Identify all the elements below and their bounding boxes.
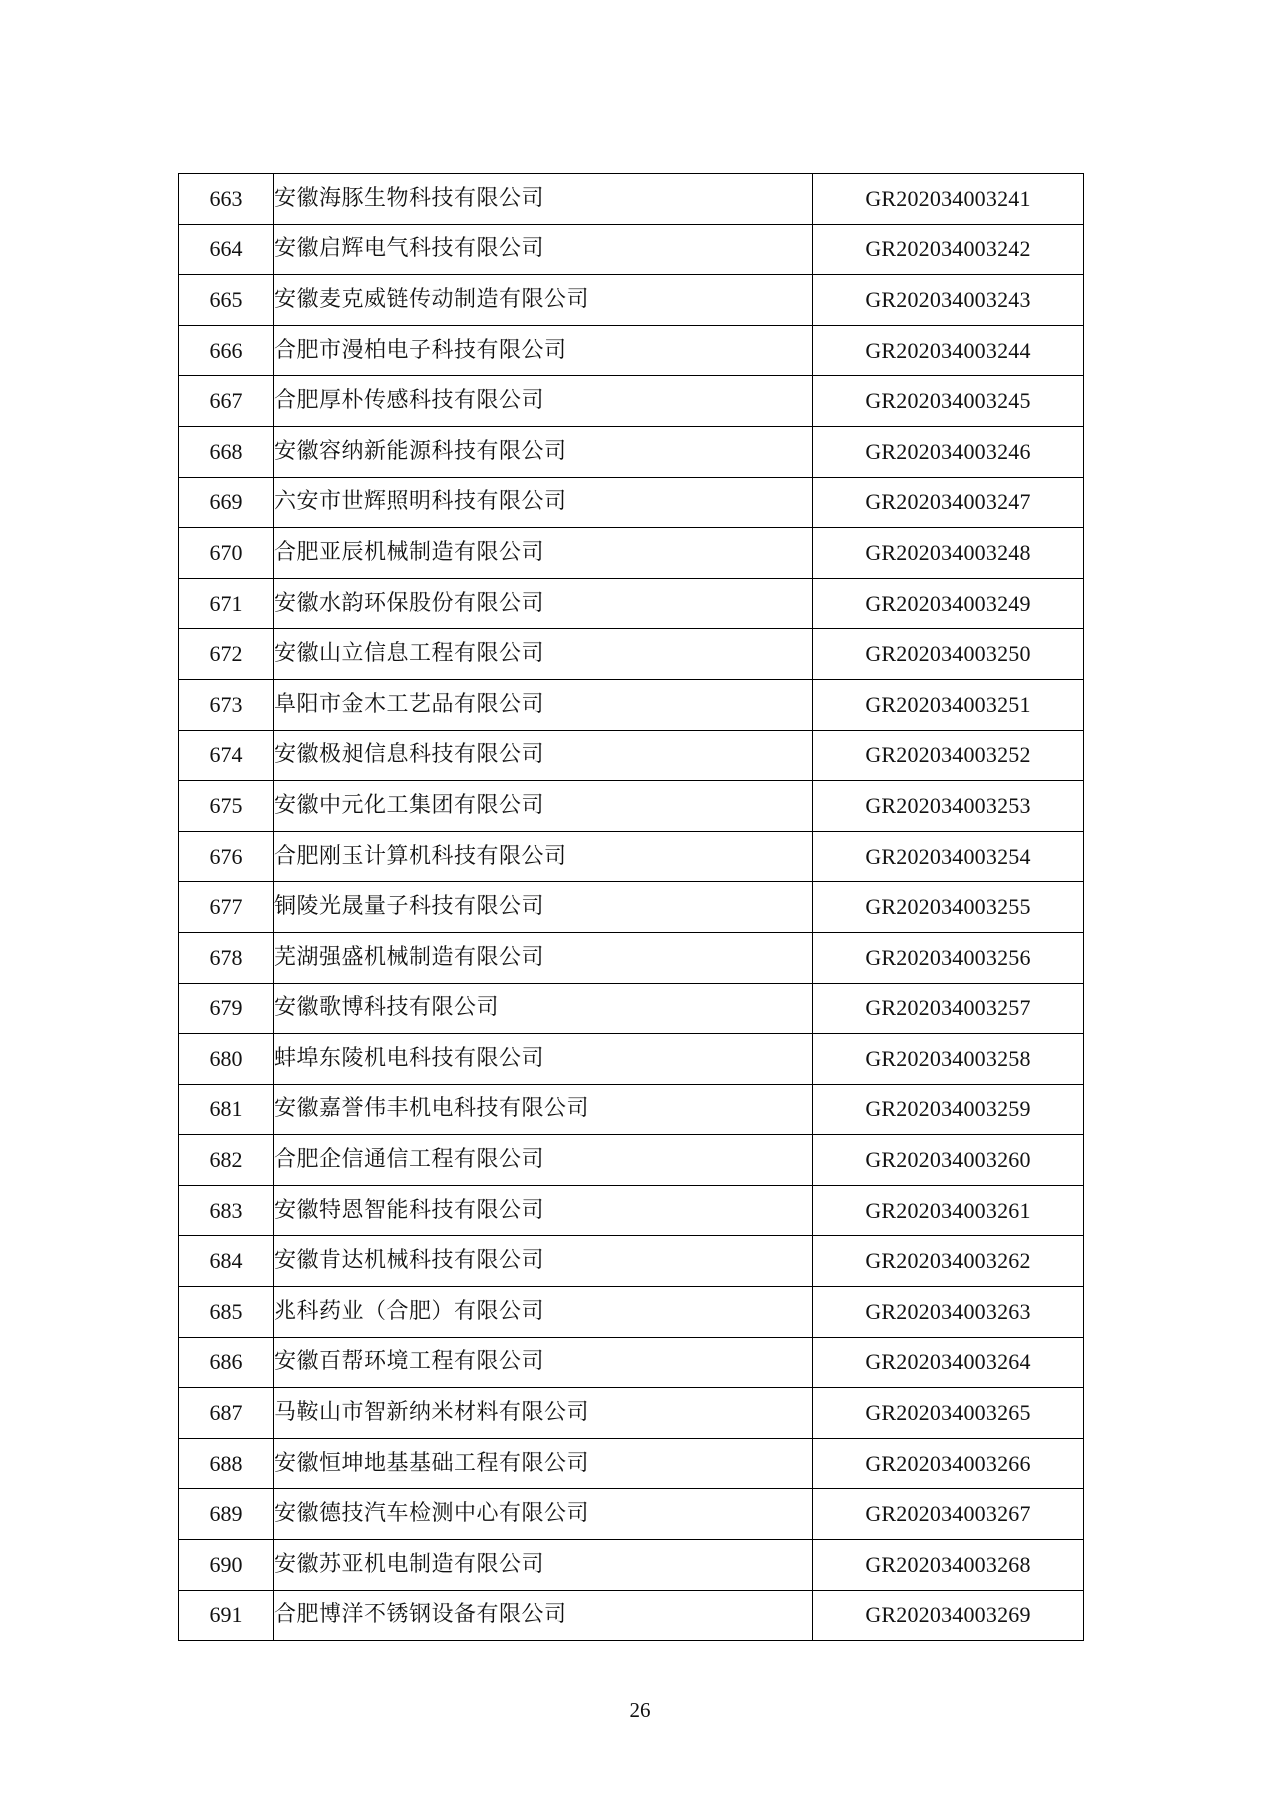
row-number: 671 — [179, 578, 274, 629]
company-name: 安徽歌博科技有限公司 — [274, 983, 813, 1034]
table-row — [179, 1236, 1084, 1287]
row-number: 668 — [179, 426, 274, 477]
row-number: 669 — [179, 477, 274, 528]
row-number: 684 — [179, 1236, 274, 1287]
certificate-code: GR202034003255 — [813, 882, 1084, 933]
table-row — [179, 1438, 1084, 1489]
table-row — [179, 1337, 1084, 1388]
row-number: 681 — [179, 1084, 274, 1135]
table-row — [179, 983, 1084, 1034]
company-name: 蚌埠东陵机电科技有限公司 — [274, 1034, 813, 1085]
company-name: 合肥亚辰机械制造有限公司 — [274, 528, 813, 579]
row-number: 691 — [179, 1590, 274, 1641]
table-row — [179, 679, 1084, 730]
company-name: 合肥刚玉计算机科技有限公司 — [274, 831, 813, 882]
certificate-code: GR202034003246 — [813, 426, 1084, 477]
company-name: 安徽中元化工集团有限公司 — [274, 781, 813, 832]
certificate-code: GR202034003259 — [813, 1084, 1084, 1135]
table-row — [179, 1590, 1084, 1641]
table-row — [179, 932, 1084, 983]
company-name: 安徽苏亚机电制造有限公司 — [274, 1540, 813, 1591]
row-number: 670 — [179, 528, 274, 579]
certificate-code: GR202034003243 — [813, 275, 1084, 326]
table-row — [179, 1489, 1084, 1540]
row-number: 690 — [179, 1540, 274, 1591]
table-row — [179, 224, 1084, 275]
company-name: 安徽嘉誉伟丰机电科技有限公司 — [274, 1084, 813, 1135]
certificate-code: GR202034003258 — [813, 1034, 1084, 1085]
table-row — [179, 376, 1084, 427]
certificate-code: GR202034003268 — [813, 1540, 1084, 1591]
row-number: 687 — [179, 1388, 274, 1439]
certificate-code: GR202034003261 — [813, 1185, 1084, 1236]
company-name: 合肥市漫柏电子科技有限公司 — [274, 325, 813, 376]
row-number: 688 — [179, 1438, 274, 1489]
row-number: 663 — [179, 174, 274, 225]
row-number: 667 — [179, 376, 274, 427]
table-row — [179, 528, 1084, 579]
certificate-code: GR202034003267 — [813, 1489, 1084, 1540]
certificate-code: GR202034003256 — [813, 932, 1084, 983]
company-name: 六安市世辉照明科技有限公司 — [274, 477, 813, 528]
table-row — [179, 1388, 1084, 1439]
company-name: 安徽恒坤地基基础工程有限公司 — [274, 1438, 813, 1489]
company-name: 安徽容纳新能源科技有限公司 — [274, 426, 813, 477]
table-row — [179, 1034, 1084, 1085]
row-number: 664 — [179, 224, 274, 275]
company-name: 合肥企信通信工程有限公司 — [274, 1135, 813, 1186]
table-row — [179, 730, 1084, 781]
table-row — [179, 882, 1084, 933]
table-row — [179, 1540, 1084, 1591]
table-row — [179, 629, 1084, 680]
table-row — [179, 275, 1084, 326]
table-row — [179, 174, 1084, 225]
company-name: 安徽启辉电气科技有限公司 — [274, 224, 813, 275]
company-name: 铜陵光晟量子科技有限公司 — [274, 882, 813, 933]
row-number: 672 — [179, 629, 274, 680]
row-number: 683 — [179, 1185, 274, 1236]
row-number: 689 — [179, 1489, 274, 1540]
company-name: 合肥厚朴传感科技有限公司 — [274, 376, 813, 427]
certificate-code: GR202034003247 — [813, 477, 1084, 528]
company-name: 安徽德技汽车检测中心有限公司 — [274, 1489, 813, 1540]
company-name: 安徽水韵环保股份有限公司 — [274, 578, 813, 629]
certificate-code: GR202034003249 — [813, 578, 1084, 629]
table-row — [179, 1135, 1084, 1186]
certificate-code: GR202034003245 — [813, 376, 1084, 427]
table-row — [179, 325, 1084, 376]
company-table-body — [179, 174, 1084, 1641]
company-name: 安徽海豚生物科技有限公司 — [274, 174, 813, 225]
company-name: 安徽极昶信息科技有限公司 — [274, 730, 813, 781]
company-table — [178, 173, 1084, 1641]
table-row — [179, 1084, 1084, 1135]
company-name: 阜阳市金木工艺品有限公司 — [274, 679, 813, 730]
company-name: 安徽特恩智能科技有限公司 — [274, 1185, 813, 1236]
row-number: 686 — [179, 1337, 274, 1388]
certificate-code: GR202034003264 — [813, 1337, 1084, 1388]
certificate-code: GR202034003263 — [813, 1287, 1084, 1338]
certificate-code: GR202034003260 — [813, 1135, 1084, 1186]
row-number: 665 — [179, 275, 274, 326]
row-number: 685 — [179, 1287, 274, 1338]
row-number: 666 — [179, 325, 274, 376]
certificate-code: GR202034003248 — [813, 528, 1084, 579]
certificate-code: GR202034003250 — [813, 629, 1084, 680]
certificate-code: GR202034003262 — [813, 1236, 1084, 1287]
certificate-code: GR202034003242 — [813, 224, 1084, 275]
certificate-code: GR202034003253 — [813, 781, 1084, 832]
row-number: 682 — [179, 1135, 274, 1186]
row-number: 675 — [179, 781, 274, 832]
table-row — [179, 781, 1084, 832]
table-row — [179, 1287, 1084, 1338]
table-row — [179, 426, 1084, 477]
table-row — [179, 1185, 1084, 1236]
row-number: 676 — [179, 831, 274, 882]
row-number: 677 — [179, 882, 274, 933]
table-row — [179, 578, 1084, 629]
certificate-code: GR202034003244 — [813, 325, 1084, 376]
certificate-code: GR202034003265 — [813, 1388, 1084, 1439]
certificate-code: GR202034003254 — [813, 831, 1084, 882]
certificate-code: GR202034003251 — [813, 679, 1084, 730]
row-number: 680 — [179, 1034, 274, 1085]
certificate-code: GR202034003252 — [813, 730, 1084, 781]
company-name: 芜湖强盛机械制造有限公司 — [274, 932, 813, 983]
company-name: 安徽百帮环境工程有限公司 — [274, 1337, 813, 1388]
certificate-code: GR202034003257 — [813, 983, 1084, 1034]
company-name: 安徽麦克威链传动制造有限公司 — [274, 275, 813, 326]
certificate-code: GR202034003241 — [813, 174, 1084, 225]
company-name: 安徽山立信息工程有限公司 — [274, 629, 813, 680]
company-name: 合肥博洋不锈钢设备有限公司 — [274, 1590, 813, 1641]
page-number: 26 — [629, 1698, 651, 1722]
row-number: 679 — [179, 983, 274, 1034]
row-number: 674 — [179, 730, 274, 781]
company-name: 安徽肯达机械科技有限公司 — [274, 1236, 813, 1287]
table-row — [179, 477, 1084, 528]
table-row — [179, 831, 1084, 882]
row-number: 678 — [179, 932, 274, 983]
company-name: 马鞍山市智新纳米材料有限公司 — [274, 1388, 813, 1439]
certificate-code: GR202034003269 — [813, 1590, 1084, 1641]
row-number: 673 — [179, 679, 274, 730]
company-name: 兆科药业（合肥）有限公司 — [274, 1287, 813, 1338]
certificate-code: GR202034003266 — [813, 1438, 1084, 1489]
